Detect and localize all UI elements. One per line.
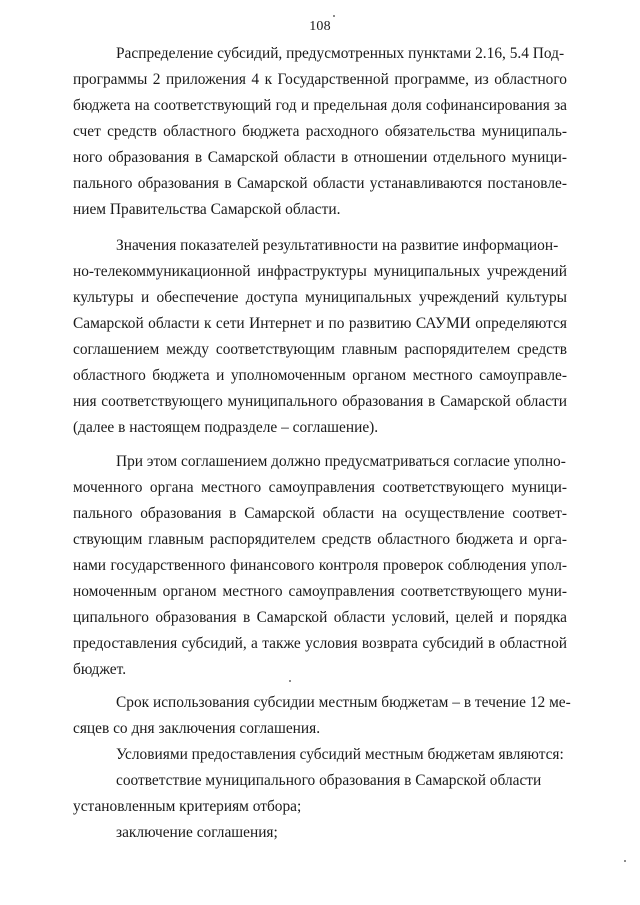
text-line: культуры и обеспечение доступа муниципальных учреждений культуры bbox=[73, 289, 567, 306]
text-line: установленным критериям отбора; bbox=[73, 798, 302, 815]
text-line: счет средств областного бюджета расходного обязательства муниципаль- bbox=[73, 123, 567, 140]
text-line: ного образования в Самарской области в отношении отдельного муници- bbox=[73, 149, 567, 166]
text-line: заключение соглашения; bbox=[116, 824, 278, 841]
text-line: пального образования в Самарской области устанавливаются постановле- bbox=[73, 175, 567, 192]
text-line: Значения показателей результативности на развитие информацион- bbox=[116, 237, 559, 254]
text-line: При этом соглашением должно предусматриваться согласие уполно- bbox=[116, 453, 566, 470]
text-line: номоченным органом местного самоуправления соответствующего муни- bbox=[73, 583, 567, 600]
text-line: пального образования в Самарской области на осуществление соответ- bbox=[73, 505, 567, 522]
text-line: ствующим главным распорядителем средств областного бюджета и орга- bbox=[73, 531, 567, 548]
text-line: ципального образования в Самарской области условий, целей и порядка bbox=[73, 609, 567, 626]
text-line: Распределение субсидий, предусмотренных пунктами 2.16, 5.4 Под- bbox=[116, 45, 565, 62]
text-line: программы 2 приложения 4 к Государственной программе, из областного bbox=[73, 71, 567, 88]
text-line: соглашением между соответствующим главным распорядителем средств bbox=[73, 341, 567, 358]
scan-speck bbox=[333, 15, 335, 17]
text-line: областного бюджета и уполномоченным органом местного самоуправле- bbox=[73, 367, 567, 384]
text-line: ния соответствующего муниципального образования в Самарской области bbox=[73, 393, 567, 410]
text-line: соответствие муниципального образования в Самарской области bbox=[116, 772, 542, 789]
text-line: нами государственного финансового контроля проверок соблюдения упол- bbox=[73, 557, 567, 574]
text-line: бюджета на соответствующий год и предельная доля софинансирования за bbox=[73, 97, 567, 114]
scan-speck bbox=[289, 680, 291, 682]
text-line: предоставления субсидий, а также условия возврата субсидий в областной bbox=[73, 635, 567, 652]
text-line: сяцев со дня заключения соглашения. bbox=[73, 720, 321, 737]
text-line: нием Правительства Самарской области. bbox=[73, 201, 341, 218]
text-line: бюджет. bbox=[73, 661, 127, 678]
text-line: (далее в настоящем подразделе – соглашение). bbox=[73, 419, 379, 436]
text-line: моченного органа местного самоуправления соответствующего муници- bbox=[73, 479, 567, 496]
page-number: 108 bbox=[309, 19, 331, 34]
text-line: Срок использования субсидии местным бюджетам – в течение 12 ме- bbox=[116, 694, 571, 711]
text-line: Условиями предоставления субсидий местным бюджетам являются: bbox=[116, 746, 564, 763]
text-line: но-телекоммуникационной инфраструктуры муниципальных учреждений bbox=[73, 263, 567, 280]
scan-speck bbox=[624, 860, 626, 862]
text-line: Самарской области к сети Интернет и по развитию САУМИ определяются bbox=[73, 315, 567, 332]
